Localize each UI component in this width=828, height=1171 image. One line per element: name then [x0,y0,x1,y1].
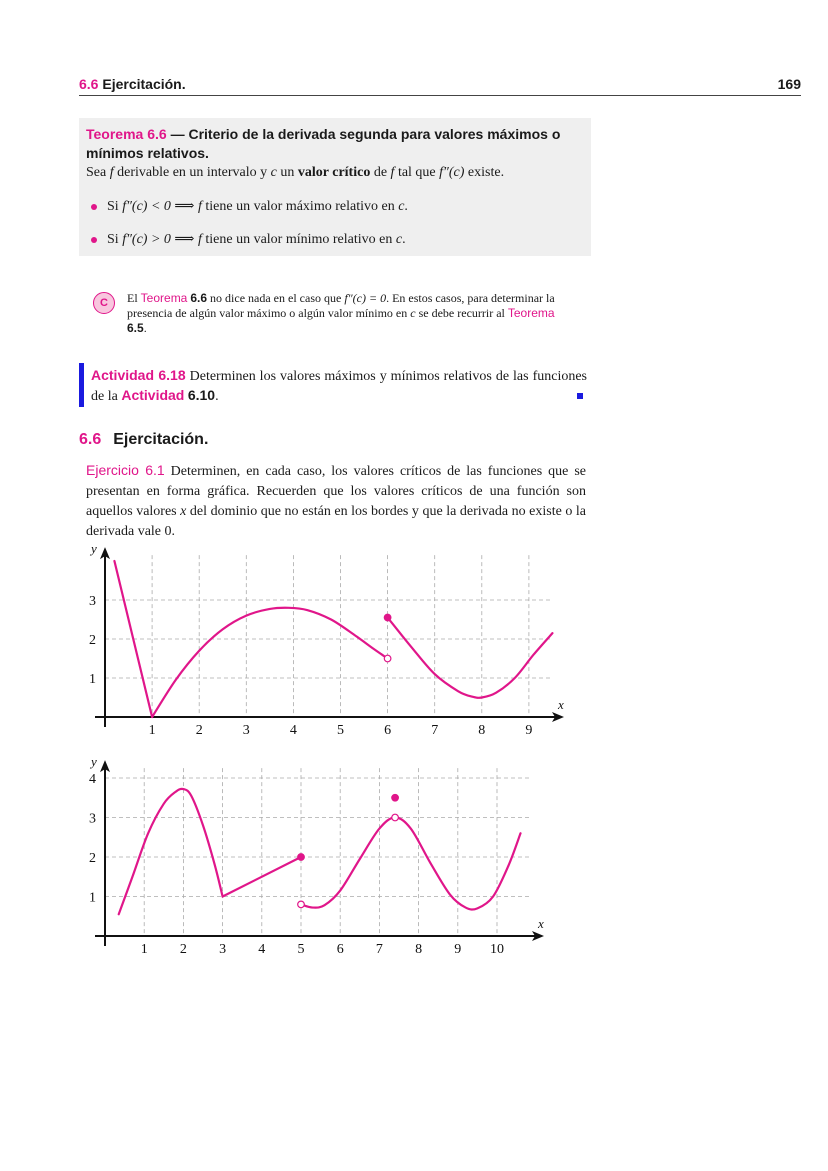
bullet-var: f [197,199,202,214]
theorem-text: derivable en un intervalo y [113,165,271,180]
function-curve [114,561,152,717]
x-tick-label: 8 [478,723,486,738]
y-tick-label: 3 [89,811,96,827]
y-axis-label: y [91,541,97,557]
open-point [392,814,399,821]
theorem-text: de [370,165,391,180]
bullet-text: . [404,199,408,214]
bullet-condition: f″(c) > 0 ⟹ [122,232,198,247]
theorem-var: f [109,165,114,180]
y-tick-label: 2 [89,851,96,866]
bullet-dot [91,237,97,243]
x-axis-arrow-icon [552,712,564,722]
x-tick-label: 9 [454,942,462,957]
theorem-var: c [270,165,277,180]
activity-label: Actividad 6.18 [91,367,186,383]
comment-text [127,291,577,336]
section-title: Ejercitación. [113,431,209,448]
running-head-title: Ejercitación. [102,76,186,92]
open-point [384,655,391,662]
y-tick-label: 4 [89,772,96,787]
bullet-var: c [395,232,403,247]
function-curve [223,857,301,897]
bullet-dot [91,204,97,210]
x-axis-label: x [558,697,564,712]
bullet-var: f [197,232,202,247]
running-head [79,75,801,96]
filled-point [392,794,399,801]
theorem-bullet-2 [107,231,406,248]
y-axis-arrow-icon [100,760,110,772]
x-tick-label: 5 [297,942,305,957]
x-tick-label: 2 [195,723,203,738]
bullet-text: tiene un valor máximo relativo en [201,199,399,214]
comment-part: . En estos casos, para determinar la presencia de algún valor máximo o algún valor mínimo en [127,291,555,320]
theorem-heading: — Criterio de la derivada segunda para valores máximos o mínimos relativos. [86,126,561,161]
x-tick-label: 8 [415,942,423,957]
activity-part: Determinen los valores máximos y mínimos relativos de las funciones de la [91,369,588,404]
y-tick-label: 3 [89,594,96,609]
y-axis-label: y [91,754,97,770]
theorem-text: existe. [464,165,505,180]
open-point [298,901,305,908]
filled-point [384,614,391,621]
x-tick-label: 3 [242,723,250,738]
x-tick-label: 10 [490,942,504,957]
theorem-body [86,163,504,182]
x-axis-label: x [538,916,544,931]
theorem-expr: f″(c) [439,165,465,180]
theorem-ref-number: 6.6 [190,291,208,305]
comment-badge-icon: C [93,292,115,314]
function-curve [119,789,223,914]
exercise-label: Ejercicio 6.1 [86,462,165,478]
x-tick-label: 9 [525,723,533,738]
theorem-text: tal que [394,165,440,180]
x-tick-label: 7 [375,942,383,957]
comment-part: se debe recurrir al [415,306,508,320]
x-tick-label: 2 [179,942,187,957]
section-number: 6.6 [79,431,102,448]
theorem-title [86,125,586,163]
y-tick-label: 1 [89,890,96,906]
exercise-text [86,460,586,542]
x-tick-label: 3 [219,942,227,957]
x-tick-label: 6 [384,723,392,738]
bullet-var: c [398,199,405,214]
page-number: 169 [777,76,801,92]
comment-part: El [127,291,141,305]
exercise-var: x [180,504,187,519]
bullet-text: Si [107,232,123,247]
y-axis-arrow-icon [100,547,110,559]
theorem-box [79,118,591,256]
activity-box [79,363,589,407]
y-tick-label: 1 [89,672,96,687]
theorem-ref-link[interactable]: Teorema [140,291,188,305]
bullet-text: . [402,232,406,247]
x-tick-label: 7 [431,723,439,738]
x-tick-label: 1 [148,723,156,738]
activity-part: . [215,389,219,404]
exercise-part: Determinen, en cada caso, los valores críticos de las funciones que se presentan en forma gráfica. Recuerden que los valores críticos de una función son aquellos valores [86,464,586,519]
x-axis-arrow-icon [532,931,544,941]
theorem-bold-term: valor crítico [297,165,371,180]
activity-text [91,366,587,406]
function-curve [388,618,553,698]
bullet-text: Si [107,199,123,214]
theorem-text: un [276,165,298,180]
theorem-text: Sea [86,165,110,180]
function-curve [301,818,521,910]
x-tick-label: 4 [289,723,297,738]
comment-var: c [410,306,416,320]
comment-part: no dice nada en el caso que [207,291,345,305]
x-tick-label: 5 [337,723,344,738]
theorem-label: Teorema 6.6 [86,126,167,142]
x-tick-label: 1 [140,942,148,957]
function-curve [152,608,388,717]
y-tick-label: 2 [89,633,96,648]
exercise-part: del dominio que no están en los bordes y que la derivada no existe o la derivada vale 0. [86,504,586,539]
activity-bar [79,363,84,407]
running-head-number: 6.6 [79,76,99,92]
filled-point [298,854,305,861]
x-tick-label: 6 [336,942,344,957]
activity-ref-link[interactable]: Actividad [121,387,185,403]
theorem-ref-number: 6.5 [127,321,144,335]
activity-ref-number: 6.10 [187,387,216,403]
bullet-condition: f″(c) < 0 ⟹ [122,199,198,214]
comment-expr: f″(c) = 0 [344,291,387,305]
theorem-bullet-1 [107,198,408,215]
running-head-section [79,76,186,92]
end-marker-icon [577,393,583,399]
theorem-ref-link[interactable]: Teorema [507,306,555,320]
bullet-text: tiene un valor mínimo relativo en [201,232,396,247]
theorem-var: f [390,165,395,180]
x-tick-label: 4 [258,942,266,957]
comment-part: . [143,321,147,335]
section-heading [79,431,208,449]
